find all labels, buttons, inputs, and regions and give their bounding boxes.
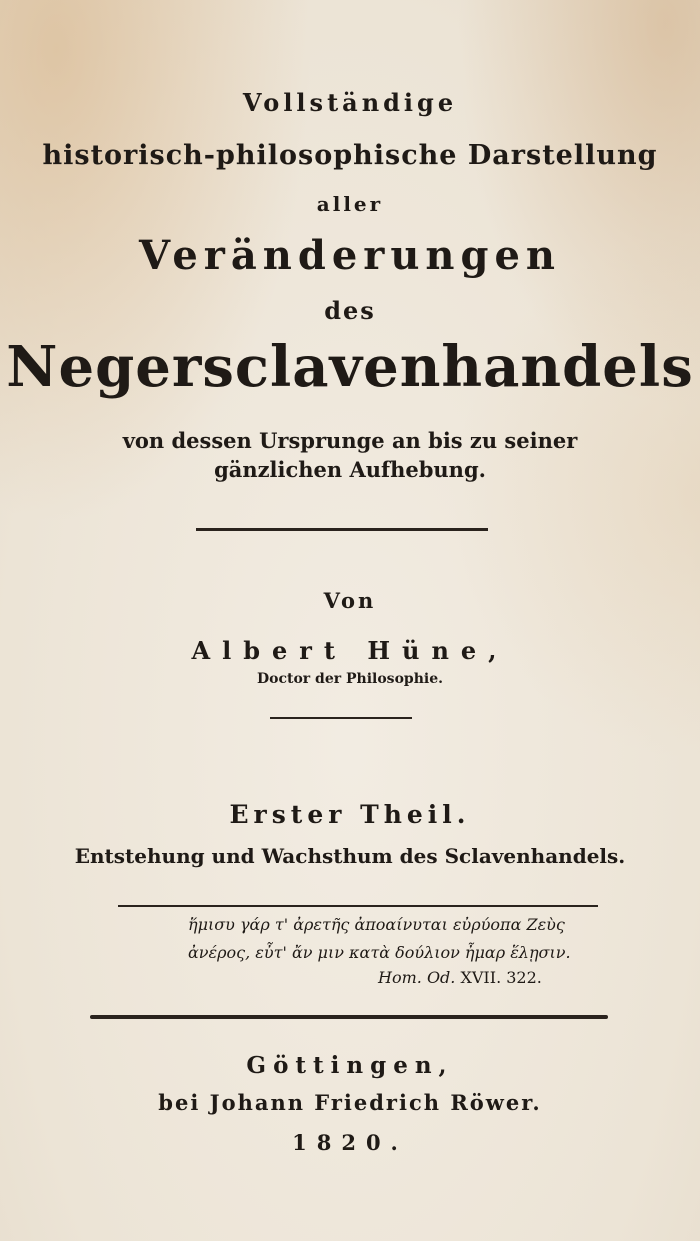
title-line-3: aller xyxy=(316,192,384,216)
epigraph-line-2: ἀνέρος, εὖτ' ἄν μιν κατὰ δούλιον ἦμαρ ἕλῃσιν. xyxy=(188,943,571,962)
author-name: Albert Hüne, xyxy=(191,636,509,665)
divider-rule-2 xyxy=(270,717,412,719)
title-line-1: Vollständige xyxy=(242,88,458,117)
title-line-7: von dessen Ursprunge an bis zu seiner xyxy=(122,428,578,453)
part-subtitle: Entstehung und Wachsthum des Sclavenhandels. xyxy=(74,844,626,868)
divider-rule-3 xyxy=(118,905,598,907)
part-title: Erster Theil. xyxy=(229,800,471,829)
imprint-year: 1820. xyxy=(292,1130,408,1155)
divider-rule-1 xyxy=(196,528,488,531)
citation-ref: XVII. 322. xyxy=(460,968,542,987)
title-line-2: historisch-philosophische Darstellung xyxy=(42,140,658,171)
author-degree: Doctor der Philosophie. xyxy=(257,671,443,687)
main-title: Negersclavenhandels xyxy=(6,334,694,400)
epigraph-line-1: ἥμισυ γάρ τ' ἀρετῆς ἀποαίνυται εὐρύοπα Ζεὺς xyxy=(188,915,565,934)
citation-work: Od. xyxy=(426,968,456,987)
author-by: Von xyxy=(323,588,377,613)
title-line-4: Veränderungen xyxy=(138,232,562,279)
imprint-place: Göttingen, xyxy=(246,1052,454,1079)
title-line-8: gänzlichen Aufhebung. xyxy=(214,457,486,482)
divider-rule-4 xyxy=(90,1015,608,1019)
imprint-publisher: bei Johann Friedrich Röwer. xyxy=(158,1090,542,1115)
epigraph-citation xyxy=(378,968,542,987)
citation-author: Hom. xyxy=(378,968,422,987)
title-line-5: des xyxy=(324,296,376,325)
